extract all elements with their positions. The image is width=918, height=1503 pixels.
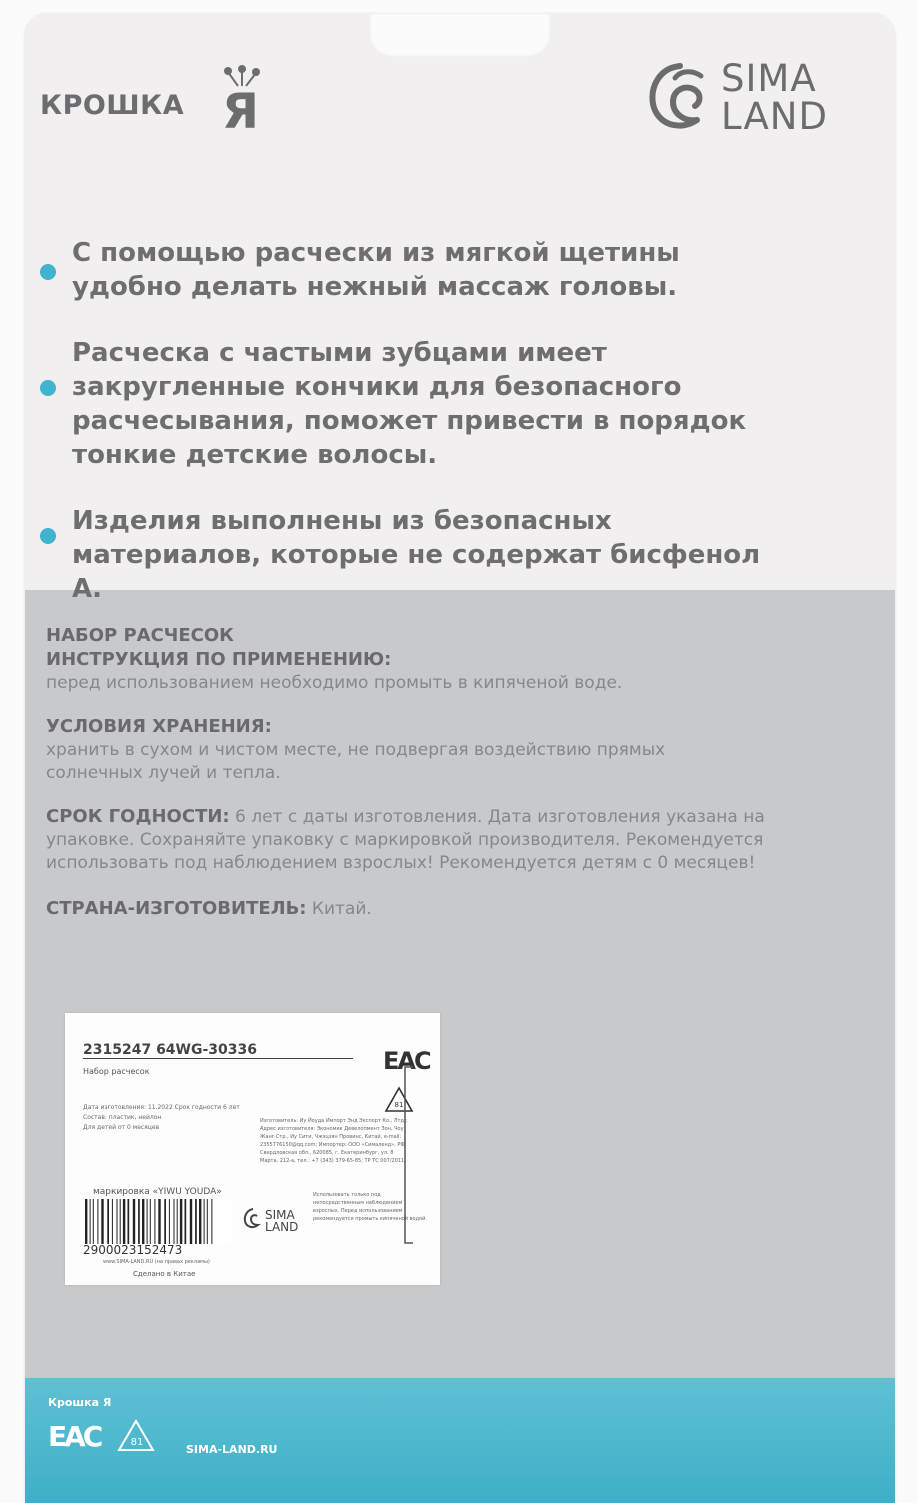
hang-hole [370,14,550,58]
sticker-warning: Использовать только под непосредственным наблюдением взрослых. Перед использованием рекомендуется промыть кипяченой водой. [313,1192,427,1222]
barcode-bar [211,1199,212,1244]
barcode-bar [169,1199,170,1244]
barcode-bar [164,1199,166,1244]
svg-text:81: 81 [130,1437,144,1448]
footer-site: SIMA-LAND.RU [186,1443,278,1456]
barcode-bar [195,1199,197,1244]
sticker-sima-word: SIMA [265,1208,295,1222]
product-title: НАБОР РАСЧЕСОК [46,625,234,646]
barcode-bar [90,1199,91,1244]
barcode-bar [207,1199,208,1244]
barcode-bar [138,1199,140,1244]
barcode-bar [133,1199,135,1244]
barcode-bar [123,1199,125,1244]
barcode-bar [147,1199,148,1244]
feature-item [40,336,840,472]
bullet-dot-icon [40,528,56,544]
sticker-composition: Состав: пластик, нейлон [83,1114,162,1121]
shelf-heading: СРОК ГОДНОСТИ: [46,806,230,827]
barcode-bar [190,1199,192,1244]
sticker-divider [395,1063,415,1263]
sticker-land-word: LAND [265,1220,299,1234]
sticker-code: 2315247 64WG-30336 [83,1042,353,1059]
feature-list [40,236,840,636]
instruction-text: перед использованием необходимо промыть в кипяченой воде. [46,673,623,693]
barcode-bar [180,1199,182,1244]
barcode [83,1199,231,1244]
barcode-bar [128,1199,130,1244]
barcode-bar [97,1199,98,1244]
barcode-bar [158,1199,160,1244]
product-info [46,624,826,939]
brand-logo [40,60,280,140]
barcode-bar [204,1199,205,1244]
feature-text: С помощью расчески из мягкой щетины удобно делать нежный массаж головы. [72,238,680,302]
feature-text: Изделия выполнены из безопасных материалов, которые не содержат бисфенол А. [72,506,761,604]
svg-text:81: 81 [394,1101,404,1109]
barcode-bar [142,1199,144,1244]
barcode-bar [107,1199,109,1244]
sticker-made-in: Сделано в Китае [133,1270,196,1278]
barcode-bar [154,1199,155,1244]
bullet-dot-icon [40,380,56,396]
sticker-dolphin-icon [243,1207,263,1231]
barcode-number: 2900023152473 [83,1243,183,1257]
barcode-bar [177,1199,178,1244]
brand-ya-letter: Я [222,84,259,134]
product-sticker [65,1013,440,1285]
land-word: LAND [721,95,828,138]
country-text: Китай. [306,899,372,919]
barcode-bar [112,1199,113,1244]
dolphin-icon [645,58,715,138]
barcode-bar [93,1199,94,1244]
barcode-bar [174,1199,175,1244]
shelf-text: 6 лет с даты изготовления. Дата изготовления указана на упаковке. Сохраняйте упаковку с маркировкой производителя. Рекомендуется использовать под наблюдением взрослых! Рекомендуется детям с 0 месяцев! [46,807,765,873]
eac-mark: EAC [383,1047,430,1075]
sticker-age: Для детей от 0 месяцев [83,1124,160,1131]
sima-land-logo [645,56,845,146]
barcode-bar [85,1199,87,1244]
sima-word: SIMA [721,57,817,100]
feature-text: Расческа с частыми зубцами имеет закругленные кончики для безопасного расчесывания, поможет привести в порядок тонкие детские волосы. [72,338,747,470]
barcode-bar [150,1199,151,1244]
footer-recycle-icon [116,1418,156,1454]
feature-item [40,504,840,606]
storage-text: хранить в сухом и чистом месте, не подвергая воздействию прямых солнечных лучей и тепла. [46,740,666,783]
instruction-heading: ИНСТРУКЦИЯ ПО ПРИМЕНЕНИЮ: [46,649,392,670]
sticker-importer: Изготовитель: Иу Йоуда Импорт Энд Экспорт Ко., Лтд.; Адрес изготовителя: Экономик Девелопмент Зон, Чоу Жанг Стр., Иу Сити, Чжэцзян Провинс, Китай, e-mail: 2355776150@qq.com; Импортер: ООО «Сималенд», РФ, Свердловская обл., 620085, г. Екатеринбург, ул. 8 Марта, 212-а, тел.: +7 (343) 379-65-85; ТР ТС 007/2011 [260,1118,408,1164]
sticker-site: www.SIMA-LAND.RU (на правах рекламы) [103,1259,210,1265]
brand-ya-mark [198,64,278,134]
barcode-bar [185,1199,187,1244]
sticker-date: Дата изготовления: 11.2022 Срок годности 6 лет [83,1104,240,1111]
footer-eac-mark: EAC [48,1420,101,1453]
footer-brand: Крошка Я [48,1396,112,1409]
brand-name: КРОШКА [40,90,185,121]
sticker-marking: маркировка «YIWU YOUDA» [93,1187,222,1197]
storage-heading: УСЛОВИЯ ХРАНЕНИЯ: [46,716,272,737]
country-heading: СТРАНА-ИЗГОТОВИТЕЛЬ: [46,898,307,919]
barcode-bar [120,1199,121,1244]
feature-item [40,236,840,304]
barcode-bar [199,1199,201,1244]
bullet-dot-icon [40,264,56,280]
barcode-bar [101,1199,103,1244]
barcode-bar [117,1199,118,1244]
sticker-name: Набор расчесок [83,1067,150,1076]
